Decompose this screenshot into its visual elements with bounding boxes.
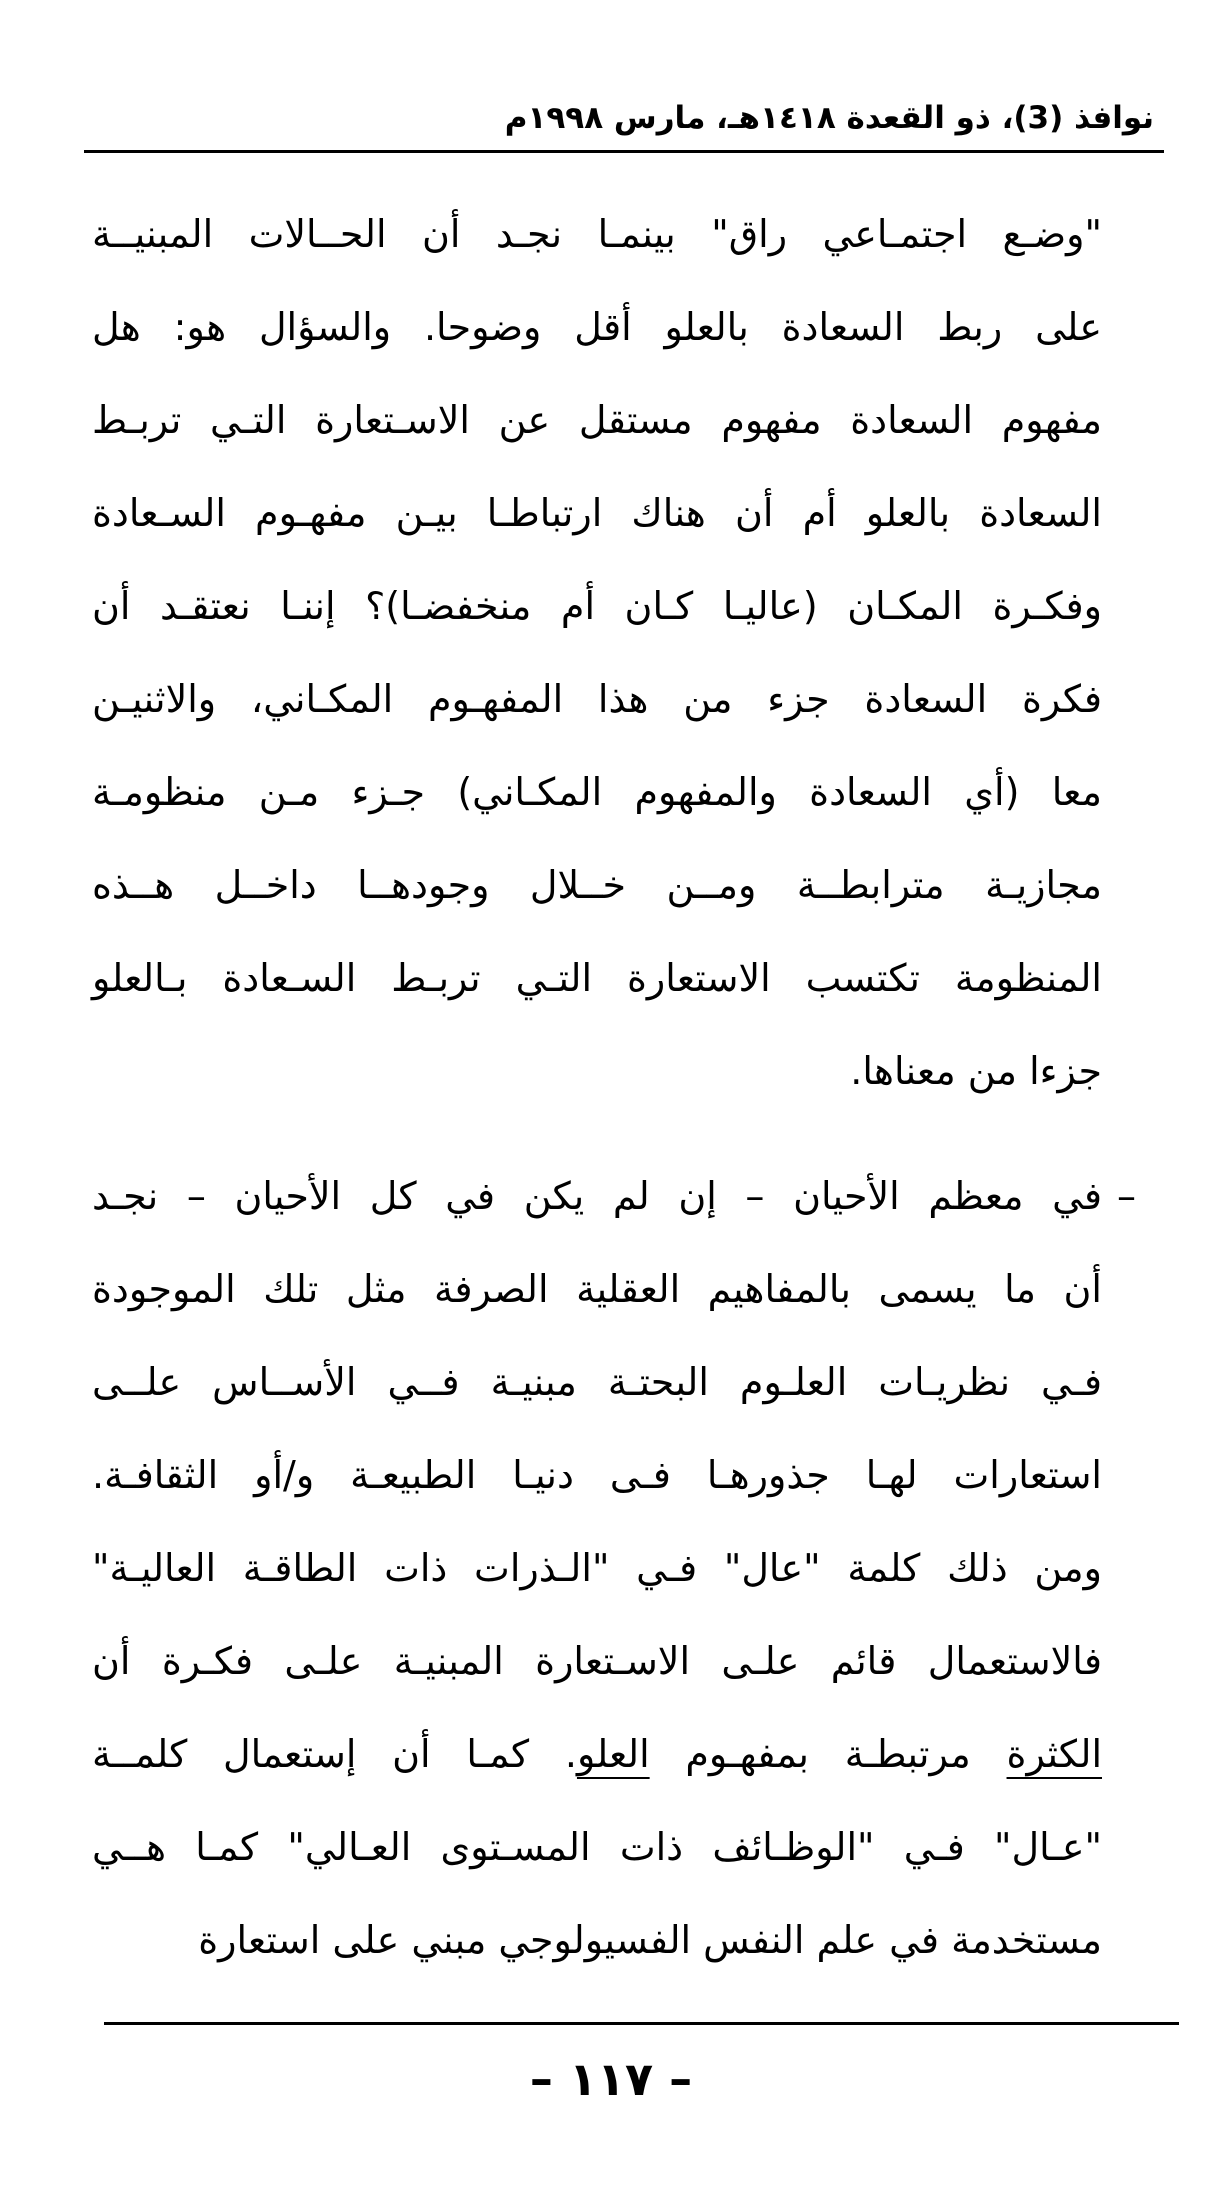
text-line: جزءا من معناها. bbox=[850, 1049, 1102, 1093]
text-line bbox=[92, 1708, 1102, 1801]
text-line: "عـال" فـي "الوظـائف ذات المسـتوى العـالي" كمـا هــي bbox=[92, 1825, 1102, 1869]
underlined-word: العلو bbox=[576, 1732, 650, 1776]
text-line: على ربط السعادة بالعلو أقل وضوحا. والسؤال هو: هل bbox=[92, 305, 1102, 349]
text-line: ومن ذلك كلمة "عال" فـي "الـذرات ذات الطاقـة العاليـة" bbox=[92, 1546, 1102, 1590]
text-line: فكرة السعادة جزء من هذا المفهـوم المكـاني، والاثنيـن bbox=[92, 677, 1102, 721]
text-line: وفكـرة المكـان (عاليـا كـان أم منخفضـا)؟ إننـا نعتقـد أن bbox=[92, 584, 1102, 628]
text-line: المنظومة تكتسب الاستعارة التـي تربـط السـعادة بـالعلو bbox=[92, 956, 1102, 1000]
footer-divider bbox=[104, 2022, 1179, 2025]
paragraph-2 bbox=[92, 1150, 1136, 1987]
paragraph-1 bbox=[92, 188, 1102, 1118]
text-line-content: في معظم الأحيان – إن لم يكن في كل الأحيان – نجـد bbox=[92, 1174, 1102, 1218]
text-line-content: مرتبطـة بمفهـوم العلو. كمـا أن إستعمال كلمــة bbox=[92, 1732, 971, 1776]
bullet-dash: – bbox=[1117, 1174, 1136, 1218]
running-header: نوافذ (3)، ذو القعدة ١٤١٨هـ، مارس ١٩٩٨م bbox=[504, 100, 1154, 136]
underlined-word: الكثرة bbox=[1006, 1732, 1102, 1776]
text-line: فالاستعمال قائم علـى الاسـتعارة المبنيـة علـى فكـرة أن bbox=[92, 1639, 1102, 1683]
text-line: "وضـع اجتمـاعي راق" بينمـا نجـد أن الحــالات المبنيــة bbox=[92, 212, 1102, 256]
text-line: أن ما يسمى بالمفاهيم العقلية الصرفة مثل تلك الموجودة bbox=[92, 1267, 1102, 1311]
text-line: مستخدمة في علم النفس الفسيولوجي مبني على استعارة bbox=[198, 1918, 1102, 1962]
text-line: معا (أي السعادة والمفهوم المكـاني) جـزء مـن منظومـة bbox=[92, 770, 1102, 814]
text-line: مجازيـة مترابطــة ومــن خــلال وجودهــا داخــل هــذه bbox=[92, 863, 1102, 907]
text-line: فـي نظريـات العلـوم البحتـة مبنيـة فــي الأســاس علــى bbox=[92, 1360, 1102, 1404]
text-line bbox=[92, 1150, 1136, 1243]
text-line: استعارات لهـا جذورهـا فـى دنيـا الطبيعـة و/أو الثقافـة. bbox=[92, 1453, 1102, 1497]
header-divider bbox=[84, 150, 1164, 153]
text-line: السعادة بالعلو أم أن هناك ارتباطـا بيـن مفهـوم السـعادة bbox=[92, 491, 1102, 535]
page-number: – ١١٧ – bbox=[529, 2052, 693, 2106]
text-line: مفهوم السعادة مفهوم مستقل عن الاسـتعارة التـي تربـط bbox=[92, 398, 1102, 442]
